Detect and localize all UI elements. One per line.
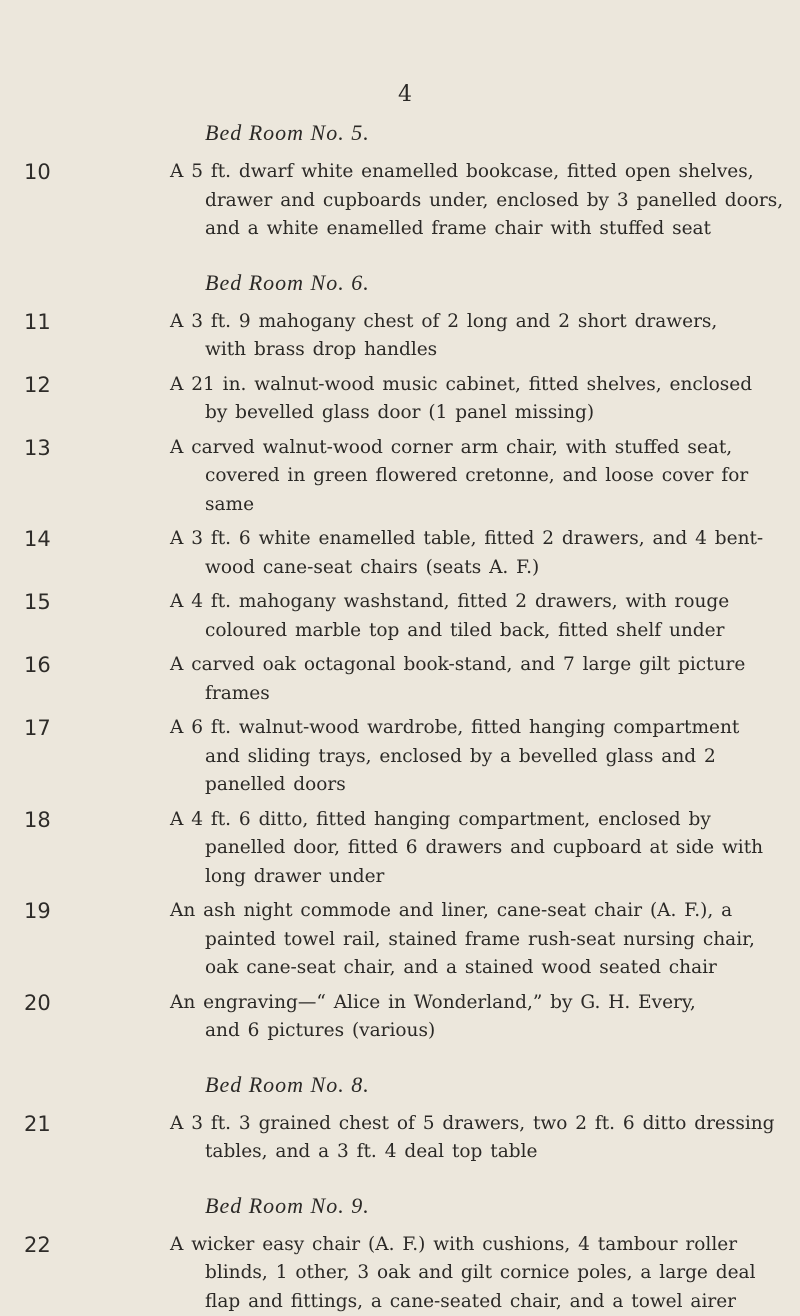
lot-line: A 6 ft. walnut-wood wardrobe, fitted hanging compartment: [170, 714, 785, 743]
lot-description: [205, 158, 785, 244]
section-heading-bed-room-6: Bed Room No. 6.: [205, 270, 370, 296]
lot-line: painted towel rail, stained frame rush-seat nursing chair,: [205, 926, 785, 955]
page-number: 4: [390, 82, 420, 107]
lot-number: 20: [24, 989, 64, 1018]
lot-line: frames: [205, 680, 785, 709]
lot-line: and a white enamelled frame chair with stuffed seat: [205, 215, 785, 244]
lot-line: An ash night commode and liner, cane-seat chair (A. F.), a: [170, 897, 785, 926]
lot-number: 10: [24, 158, 64, 187]
section-heading-bed-room-9: Bed Room No. 9.: [205, 1193, 370, 1219]
lot-line: with brass drop handles: [205, 336, 785, 365]
lot-line: and 6 pictures (various): [205, 1017, 785, 1046]
lot-description: [205, 434, 785, 520]
lot-line: long drawer under: [205, 863, 785, 892]
lot-line: coloured marble top and tiled back, fitted shelf under: [205, 617, 785, 646]
lot-number: 13: [24, 434, 64, 463]
lot-number: 15: [24, 588, 64, 617]
lot-line: A 3 ft. 3 grained chest of 5 drawers, two 2 ft. 6 ditto dressing: [170, 1110, 785, 1139]
lot-line: A carved walnut-wood corner arm chair, with stuffed seat,: [170, 434, 785, 463]
lot-line: drawer and cupboards under, enclosed by 3 panelled doors,: [205, 187, 785, 216]
lot-description: [205, 806, 785, 892]
lot-line: An engraving—“ Alice in Wonderland,” by G. H. Every,: [170, 989, 785, 1018]
lot-line: A wicker easy chair (A. F.) with cushions, 4 tambour roller: [170, 1231, 785, 1260]
lot-number: 21: [24, 1110, 64, 1139]
lot-description: [205, 588, 785, 645]
lot-number: 17: [24, 714, 64, 743]
lot-line: A 5 ft. dwarf white enamelled bookcase, fitted open shelves,: [170, 158, 785, 187]
lot-description: [205, 371, 785, 428]
lot-description: [205, 1110, 785, 1167]
lot-line: A 4 ft. 6 ditto, fitted hanging compartment, enclosed by: [170, 806, 785, 835]
lot-line: flap and fittings, a cane-seated chair, and a towel airer: [205, 1288, 785, 1316]
lot-description: [205, 308, 785, 365]
lot-description: [205, 714, 785, 800]
lot-description: [205, 989, 785, 1046]
lot-line: A 21 in. walnut-wood music cabinet, fitted shelves, enclosed: [170, 371, 785, 400]
lot-number: 12: [24, 371, 64, 400]
lot-line: wood cane-seat chairs (seats A. F.): [205, 554, 785, 583]
lot-line: tables, and a 3 ft. 4 deal top table: [205, 1138, 785, 1167]
lot-line: A 3 ft. 6 white enamelled table, fitted 2 drawers, and 4 bent-: [170, 525, 785, 554]
lot-line: A 3 ft. 9 mahogany chest of 2 long and 2 short drawers,: [170, 308, 785, 337]
lot-number: 19: [24, 897, 64, 926]
lot-number: 16: [24, 651, 64, 680]
lot-line: A 4 ft. mahogany washstand, fitted 2 drawers, with rouge: [170, 588, 785, 617]
lot-number: 14: [24, 525, 64, 554]
lot-description: [205, 525, 785, 582]
lot-number: 18: [24, 806, 64, 835]
lot-line: panelled door, fitted 6 drawers and cupboard at side with: [205, 834, 785, 863]
section-heading-bed-room-5: Bed Room No. 5.: [205, 120, 370, 146]
lot-description: [205, 897, 785, 983]
lot-line: same: [205, 491, 785, 520]
lot-number: 22: [24, 1231, 64, 1260]
lot-line: and sliding trays, enclosed by a bevelled glass and 2: [205, 743, 785, 772]
section-heading-bed-room-8: Bed Room No. 8.: [205, 1072, 370, 1098]
lot-number: 11: [24, 308, 64, 337]
lot-description: [205, 1231, 785, 1316]
lot-line: oak cane-seat chair, and a stained wood seated chair: [205, 954, 785, 983]
lot-line: blinds, 1 other, 3 oak and gilt cornice poles, a large deal: [205, 1259, 785, 1288]
lot-line: panelled doors: [205, 771, 785, 800]
lot-line: covered in green flowered cretonne, and loose cover for: [205, 462, 785, 491]
lot-line: by bevelled glass door (1 panel missing): [205, 399, 785, 428]
lot-description: [205, 651, 785, 708]
lot-line: A carved oak octagonal book-stand, and 7 large gilt picture: [170, 651, 785, 680]
